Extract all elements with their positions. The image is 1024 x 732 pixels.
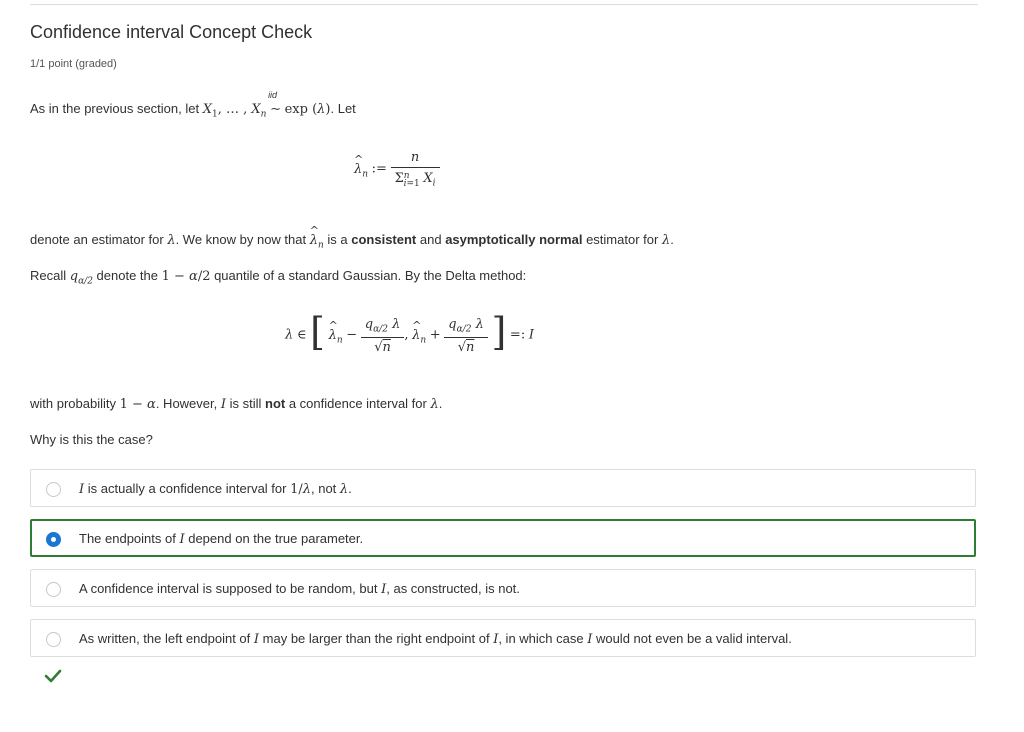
probability-paragraph: with probability 1 − α. However, I is still not a confidence interval for λ. bbox=[30, 396, 443, 412]
delta-method-formula: λ ∈ [ ^ $\lambda_n$ − $\frac{q_{\alpha/2} \lambda}{√n}$ , ^ $\lambda_n$ + $\frac{q_{\alpha/2} \lambda}{√n}$ ] =: I bbox=[285, 316, 534, 355]
points-label: 1/1 point (graded) bbox=[30, 58, 117, 70]
recall-paragraph: Recall $q_{\alpha/2}$ denote the 1 − α/2 quantile of a standard Gaussian. By the Delta method: bbox=[30, 268, 527, 287]
radio-button[interactable] bbox=[46, 582, 61, 597]
intro-paragraph: As in the previous section, let $X_1$, … , $X_n$ iid ∼ exp (λ). Let bbox=[30, 90, 356, 120]
option-label: A confidence interval is supposed to be random, but I, as constructed, is not. bbox=[79, 581, 520, 597]
problem-title: Confidence interval Concept Check bbox=[30, 22, 313, 42]
answer-option-1[interactable] bbox=[30, 469, 976, 507]
option-label: As written, the left endpoint of I may be larger than the right endpoint of I, in which case I would not even be a valid interval. bbox=[79, 631, 792, 647]
radio-button-selected[interactable] bbox=[46, 532, 61, 547]
radio-button[interactable] bbox=[46, 482, 61, 497]
estimator-description: denote an estimator for λ. We know by now that ^ $\lambda_n$ is a consistent and asymptotically normal estimator for λ. bbox=[30, 232, 674, 251]
answer-option-4[interactable] bbox=[30, 619, 976, 657]
question-text: Why is this the case? bbox=[30, 432, 153, 447]
correct-checkmark-icon bbox=[44, 668, 62, 689]
answer-option-2[interactable] bbox=[30, 519, 976, 557]
top-divider bbox=[30, 4, 978, 5]
radio-button[interactable] bbox=[46, 632, 61, 647]
answer-option-3[interactable] bbox=[30, 569, 976, 607]
estimator-formula: ^ $\lambda_n$ := $\frac{n}{\Sigma^n_{i=1} X_i}$ bbox=[354, 150, 440, 189]
option-label: I is actually a confidence interval for 1/λ, not λ. bbox=[79, 481, 352, 497]
option-label: The endpoints of I depend on the true parameter. bbox=[79, 531, 364, 547]
